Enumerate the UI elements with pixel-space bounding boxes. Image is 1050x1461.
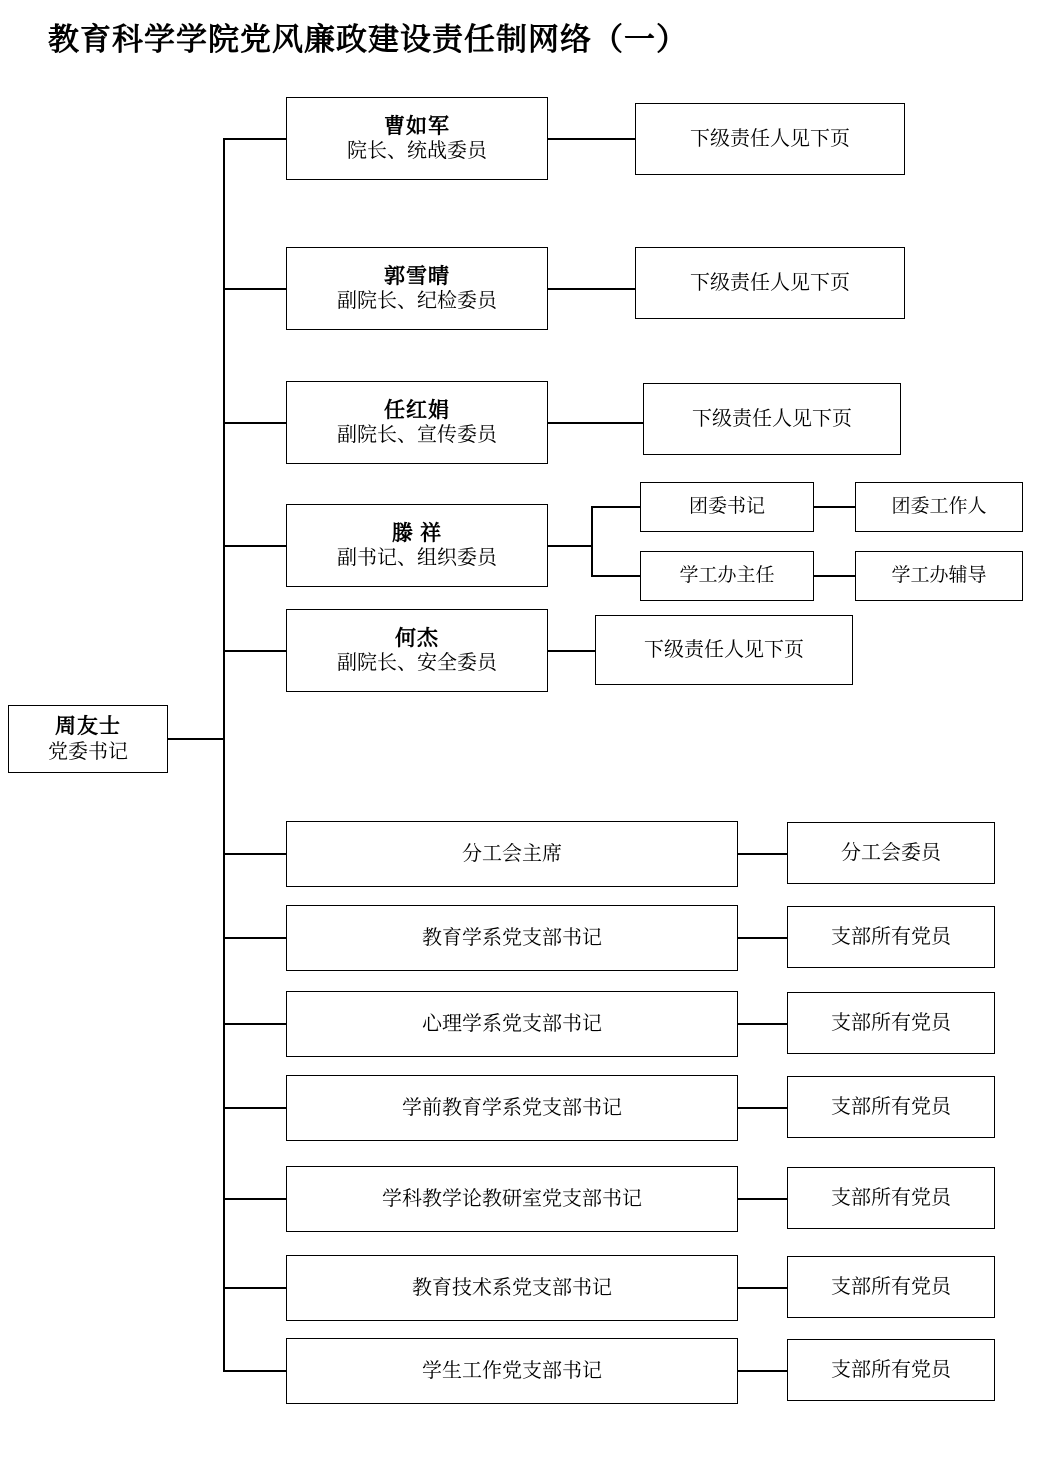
node-leader-3-role: 副院长、宣传委员 [337, 424, 497, 447]
connector-branch-2-child [738, 937, 788, 939]
connector-leader-4-sub-2 [591, 575, 641, 577]
node-branch-4-label: 学前教育学系党支部书记 [402, 1096, 622, 1119]
node-leader-5-name: 何杰 [395, 625, 439, 650]
node-branch-1-child-label: 分工会委员 [841, 841, 941, 864]
node-branch-5 [286, 1166, 738, 1232]
connector-leader-2 [223, 288, 287, 290]
connector-branch-1-child [738, 853, 788, 855]
connector-branch-7-child [738, 1370, 788, 1372]
node-branch-2-child [787, 906, 995, 968]
connector-branch-6 [223, 1287, 287, 1289]
node-branch-1 [286, 821, 738, 887]
node-branch-2-label: 教育学系党支部书记 [422, 926, 602, 949]
node-leader-5-role: 副院长、安全委员 [337, 652, 497, 675]
node-branch-5-child [787, 1167, 995, 1229]
node-leader-1-role: 院长、统战委员 [347, 140, 487, 163]
node-leader-3-child-label: 下级责任人见下页 [692, 407, 852, 430]
node-branch-3-child-label: 支部所有党员 [831, 1011, 951, 1034]
connector-branch-1 [223, 853, 287, 855]
connector-branch-2 [223, 937, 287, 939]
node-leader-4-name: 滕 祥 [391, 520, 443, 545]
connector-leader-3-child [548, 422, 644, 424]
connector-branch-5 [223, 1198, 287, 1200]
node-branch-3 [286, 991, 738, 1057]
node-branch-6-child-label: 支部所有党员 [831, 1275, 951, 1298]
connector-branch-6-child [738, 1287, 788, 1289]
node-branch-7-child [787, 1339, 995, 1401]
node-leader-4-sub-1-label: 团委书记 [688, 496, 765, 518]
node-branch-2-child-label: 支部所有党员 [831, 925, 951, 948]
connector-leader-2-child [548, 288, 636, 290]
node-branch-4-child [787, 1076, 995, 1138]
node-leader-2-name: 郭雪晴 [384, 263, 450, 288]
node-leader-2-child-label: 下级责任人见下页 [690, 271, 850, 294]
node-leader-2-role: 副院长、纪检委员 [337, 290, 497, 313]
connector-leader-4-vertical [591, 506, 593, 576]
node-branch-1-child [787, 822, 995, 884]
connector-leader-1-child [548, 138, 636, 140]
node-leader-5-child [595, 615, 853, 685]
node-branch-6-label: 教育技术系党支部书记 [412, 1276, 612, 1299]
node-leader-5-child-label: 下级责任人见下页 [644, 638, 804, 661]
node-branch-6 [286, 1255, 738, 1321]
node-leader-4-sub-2-child-label: 学工办辅导 [891, 565, 987, 587]
node-root [8, 705, 168, 773]
connector-root-horizontal [168, 738, 224, 740]
node-branch-1-label: 分工会主席 [462, 842, 562, 865]
connector-branch-7 [223, 1370, 287, 1372]
node-root-name: 周友士 [55, 714, 121, 739]
node-leader-1 [286, 97, 548, 180]
connector-leader-4-stem [548, 545, 592, 547]
node-leader-2 [286, 247, 548, 330]
node-leader-1-child-label: 下级责任人见下页 [690, 127, 850, 150]
connector-leader-1 [223, 138, 287, 140]
connector-leader-4-sub-2-child [814, 575, 856, 577]
node-branch-5-label: 学科教学论教研室党支部书记 [382, 1187, 642, 1210]
node-branch-3-child [787, 992, 995, 1054]
node-leader-4-sub-2-child [855, 551, 1023, 601]
connector-leader-4-sub-1-child [814, 506, 856, 508]
node-leader-4-sub-1-child-label: 团委工作人 [891, 496, 987, 518]
node-leader-5 [286, 609, 548, 692]
node-leader-4-role: 副书记、组织委员 [337, 547, 497, 570]
node-branch-7 [286, 1338, 738, 1404]
node-leader-4 [286, 504, 548, 587]
node-branch-6-child [787, 1256, 995, 1318]
connector-branch-3-child [738, 1023, 788, 1025]
node-branch-5-child-label: 支部所有党员 [831, 1186, 951, 1209]
node-root-role: 党委书记 [48, 740, 128, 763]
node-leader-3-child [643, 383, 901, 455]
node-branch-3-label: 心理学系党支部书记 [422, 1012, 602, 1035]
node-branch-2 [286, 905, 738, 971]
node-leader-2-child [635, 247, 905, 319]
node-branch-4 [286, 1075, 738, 1141]
node-leader-4-sub-2 [640, 551, 814, 601]
connector-leader-3 [223, 422, 287, 424]
node-branch-7-child-label: 支部所有党员 [831, 1358, 951, 1381]
node-leader-4-sub-1-child [855, 482, 1023, 532]
node-leader-3-name: 任红娟 [384, 397, 450, 422]
node-leader-3 [286, 381, 548, 464]
page-title: 教育科学学院党风廉政建设责任制网络（一） [48, 22, 688, 57]
node-leader-4-sub-1 [640, 482, 814, 532]
connector-branch-3 [223, 1023, 287, 1025]
connector-leader-4-sub-1 [591, 506, 641, 508]
connector-branch-4-child [738, 1107, 788, 1109]
connector-branch-5-child [738, 1198, 788, 1200]
connector-branch-4 [223, 1107, 287, 1109]
node-branch-4-child-label: 支部所有党员 [831, 1095, 951, 1118]
node-branch-7-label: 学生工作党支部书记 [422, 1359, 602, 1382]
connector-leader-5 [223, 650, 287, 652]
connector-leader-4 [223, 545, 287, 547]
connector-leader-5-child [548, 650, 596, 652]
connector-main-spine [223, 138, 225, 1370]
node-leader-1-child [635, 103, 905, 175]
node-leader-1-name: 曹如军 [384, 113, 450, 138]
node-leader-4-sub-2-label: 学工办主任 [679, 565, 775, 587]
